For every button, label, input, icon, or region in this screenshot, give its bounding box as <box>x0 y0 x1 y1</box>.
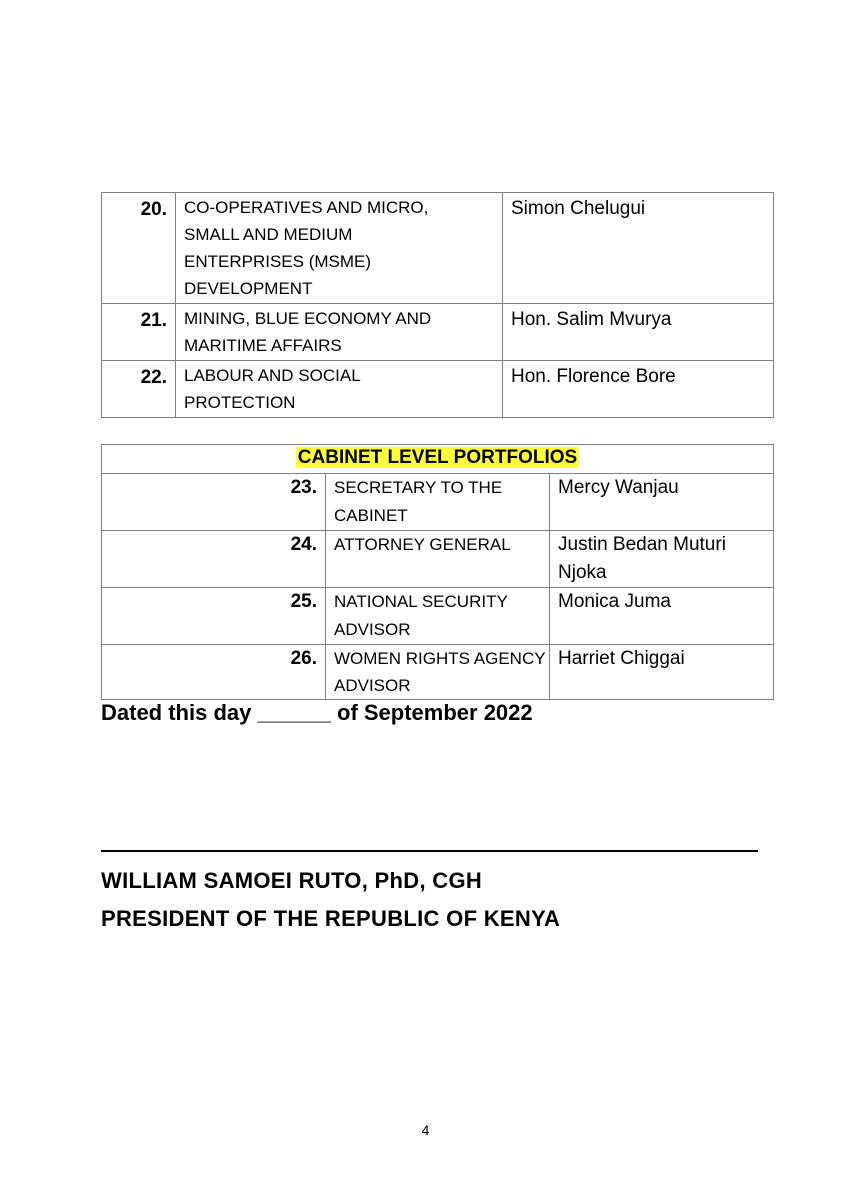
portfolio-cell: WOMEN RIGHTS AGENCY ADVISOR <box>326 645 550 700</box>
portfolio-cell: CO-OPERATIVES AND MICRO, SMALL AND MEDIUM ENTERPRISES (MSME) DEVELOPMENT <box>176 193 503 304</box>
table-row <box>102 361 774 418</box>
table-row <box>102 588 774 645</box>
row-number: 26. <box>102 645 326 700</box>
row-number: 22. <box>102 361 176 418</box>
table-header-row <box>102 445 774 474</box>
name-cell: Harriet Chiggai <box>550 645 774 700</box>
table-row <box>102 645 774 700</box>
name-cell: Monica Juma <box>550 588 774 645</box>
row-number: 25. <box>102 588 326 645</box>
page-number: 4 <box>421 1122 430 1138</box>
name-cell: Simon Chelugui <box>503 193 774 304</box>
table-row <box>102 531 774 588</box>
portfolio-cell: LABOUR AND SOCIAL PROTECTION <box>176 361 503 418</box>
portfolio-table <box>101 192 774 418</box>
portfolio-cell: ATTORNEY GENERAL <box>326 531 550 588</box>
name-cell: Mercy Wanjau <box>550 474 774 531</box>
row-number: 21. <box>102 304 176 361</box>
portfolio-cell: MINING, BLUE ECONOMY AND MARITIME AFFAIRS <box>176 304 503 361</box>
section-heading: CABINET LEVEL PORTFOLIOS <box>297 447 578 468</box>
row-number: 24. <box>102 531 326 588</box>
dated-line: Dated this day ______ of September 2022 <box>101 700 533 725</box>
portfolio-cell: SECRETARY TO THE CABINET <box>326 474 550 531</box>
signer-title: PRESIDENT OF THE REPUBLIC OF KENYA <box>101 906 561 931</box>
table-row <box>102 474 774 531</box>
table-row <box>102 304 774 361</box>
signer-name: WILLIAM SAMOEI RUTO, PhD, CGH <box>101 868 483 893</box>
cabinet-level-table <box>101 444 774 700</box>
name-cell: Hon. Florence Bore <box>503 361 774 418</box>
row-number: 23. <box>102 474 326 531</box>
row-number: 20. <box>102 193 176 304</box>
table-header <box>102 445 774 474</box>
name-cell: Hon. Salim Mvurya <box>503 304 774 361</box>
signature-line <box>101 850 758 852</box>
portfolio-cell: NATIONAL SECURITY ADVISOR <box>326 588 550 645</box>
name-cell: Justin Bedan Muturi Njoka <box>550 531 774 588</box>
table-row <box>102 193 774 304</box>
